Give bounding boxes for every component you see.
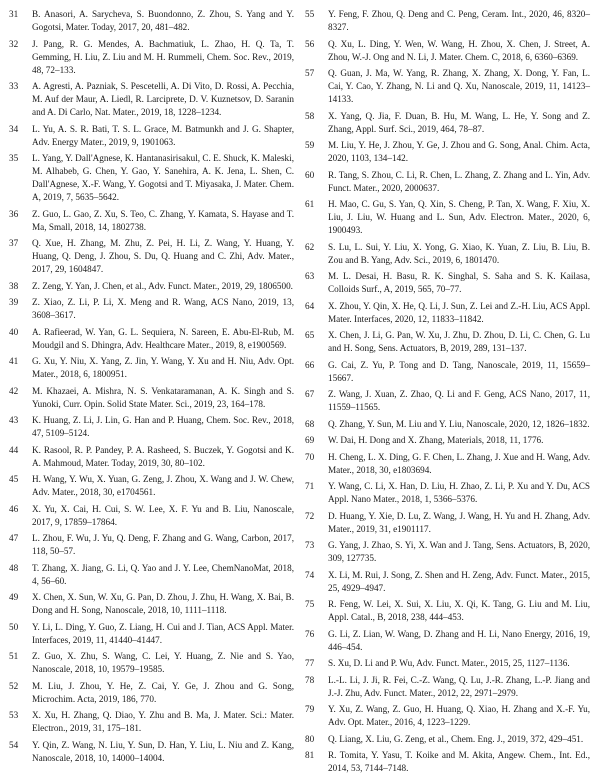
reference-text: H. Cheng, L. X. Ding, G. F. Chen, L. Zhang, J. Xue and H. Wang, Adv. Mater., 2018, 30, e1803694.	[328, 451, 590, 475]
reference-column-left	[9, 8, 294, 780]
reference-entry	[305, 703, 590, 729]
reference-entry	[9, 709, 294, 735]
reference-entry	[9, 385, 294, 411]
reference-entry	[9, 355, 294, 381]
reference-entry	[305, 270, 590, 296]
reference-number: 44	[9, 444, 19, 455]
reference-entry	[305, 300, 590, 326]
reference-number: 71	[305, 481, 315, 491]
reference-entry	[305, 110, 590, 136]
reference-text: K. Huang, Z. Li, J. Lin, G. Han and P. Huang, Chem. Soc. Rev., 2018, 47, 5109–5124.	[32, 415, 294, 438]
reference-entry	[305, 539, 590, 565]
reference-number: 70	[305, 451, 315, 462]
reference-number: 45	[9, 474, 19, 484]
reference-entry	[9, 444, 294, 470]
reference-text: Q. Xue, H. Zhang, M. Zhu, Z. Pei, H. Li, Z. Wang, Y. Huang, Y. Huang, Q. Deng, J. Zhou, S. Du, Q. Huang and C. Zhi, Adv. Mater., 2017, 29, 1604847.	[32, 238, 294, 274]
reference-entry	[9, 591, 294, 617]
reference-number: 52	[9, 680, 19, 691]
reference-text: Q. Guan, J. Ma, W. Yang, R. Zhang, X. Zhang, X. Dong, Y. Fan, L. Cai, Y. Cao, Y. Zhang, N. Li and Q. Xu, Nanoscale, 2019, 11, 14123–14133.	[328, 68, 590, 104]
reference-number: 76	[305, 628, 315, 639]
reference-entry	[9, 650, 294, 676]
reference-text: Z. Guo, X. Zhu, S. Wang, C. Lei, Y. Huang, Z. Nie and S. Yao, Nanoscale, 2018, 10, 19579–19585.	[32, 651, 294, 674]
reference-number: 35	[9, 153, 19, 163]
reference-text: M. L. Desai, H. Basu, R. K. Singhal, S. Saha and S. K. Kailasa, Colloids Surf., A, 2019, 565, 70–77.	[328, 271, 590, 294]
reference-entry	[9, 296, 294, 322]
reference-number: 31	[9, 9, 19, 19]
reference-text: H. Mao, C. Gu, S. Yan, Q. Xin, S. Cheng, P. Tan, X. Wang, F. Xiu, X. Liu, J. Liu, W. Huang and L. Sun, Adv. Electron. Mater., 2020, 6, 1900493.	[328, 199, 590, 235]
reference-entry	[305, 628, 590, 654]
reference-number: 72	[305, 510, 315, 521]
reference-entry	[9, 326, 294, 352]
reference-text: R. Tang, S. Zhou, C. Li, R. Chen, L. Zhang, Z. Zhang and L. Yin, Adv. Funct. Mater., 2020, 2000637.	[328, 169, 590, 193]
reference-number: 34	[9, 123, 19, 134]
reference-entry	[305, 749, 590, 775]
reference-text: R. Feng, W. Lei, X. Sui, X. Liu, X. Qi, K. Tang, G. Liu and M. Liu, Appl. Catal., B, 2018, 238, 444–453.	[328, 599, 590, 622]
reference-text: W. Dai, H. Dong and X. Zhang, Materials, 2018, 11, 1776.	[328, 435, 544, 445]
reference-text: Z. Zeng, Y. Yan, J. Chen, et al., Adv. Funct. Mater., 2019, 29, 1806500.	[32, 280, 293, 291]
reference-entry	[9, 503, 294, 529]
reference-entry	[305, 434, 590, 447]
reference-number: 51	[9, 651, 19, 661]
reference-number: 38	[9, 280, 19, 291]
reference-text: R. Tomita, Y. Yasu, T. Koike and M. Akita, Angew. Chem., Int. Ed., 2014, 53, 7144–7148.	[328, 750, 590, 773]
reference-text: A. Agresti, A. Pazniak, S. Pescetelli, A. Di Vito, D. Rossi, A. Pecchia, M. Auf der Maur, A. Liedl, R. Larciprete, D. V. Kuznetsov, D. Saranin and A. Di Carlo, Nat. Mater., 2019, 18, 1228–1234.	[32, 81, 294, 117]
reference-text: M. Liu, J. Zhou, Y. He, Z. Cai, Y. Ge, J. Zhou and G. Song, Microchim. Acta, 2019, 186, 770.	[32, 680, 294, 704]
reference-entry	[9, 8, 294, 34]
reference-number: 74	[305, 569, 315, 580]
reference-entry	[305, 418, 590, 431]
reference-text: B. Anasori, A. Sarycheva, S. Buondonno, Z. Zhou, S. Yang and Y. Gogotsi, Mater. Today, 2017, 20, 481–482.	[32, 9, 294, 32]
reference-number: 54	[9, 739, 19, 750]
reference-text: Z. Xiao, Z. Li, P. Li, X. Meng and R. Wang, ACS Nano, 2019, 13, 3608–3617.	[32, 297, 294, 320]
reference-text: M. Khazaei, A. Mishra, N. S. Venkataramanan, A. K. Singh and S. Yunoki, Curr. Opin. Solid State Mater. Sci., 2019, 23, 164–178.	[32, 385, 294, 409]
reference-number: 56	[305, 38, 315, 49]
reference-text: X. Chen, J. Li, G. Pan, W. Xu, J. Zhu, D. Zhou, D. Li, C. Chen, G. Lu and H. Song, Sens. Actuators, B, 2019, 289, 131–137.	[328, 330, 590, 353]
reference-entry	[305, 329, 590, 355]
reference-text: Y. Qin, Z. Wang, N. Liu, Y. Sun, D. Han, Y. Liu, L. Niu and Z. Kang, Nanoscale, 2018, 10, 14000–14004.	[32, 739, 294, 763]
reference-entry	[305, 510, 590, 536]
reference-text: Y. Feng, F. Zhou, Q. Deng and C. Peng, Ceram. Int., 2020, 46, 8320–8327.	[328, 9, 590, 32]
reference-text: Y. Li, L. Ding, Y. Guo, Z. Liang, H. Cui and J. Tian, ACS Appl. Mater. Interfaces, 2019, 11, 41440–41447.	[32, 621, 294, 645]
reference-entry	[305, 569, 590, 595]
reference-entry	[9, 532, 294, 558]
reference-number: 64	[305, 300, 315, 311]
reference-number: 67	[305, 389, 315, 399]
reference-entry	[305, 733, 590, 746]
reference-number: 69	[305, 435, 315, 445]
reference-entry	[305, 8, 590, 34]
reference-entry	[9, 280, 294, 293]
reference-number: 53	[9, 710, 19, 720]
reference-entry	[305, 67, 590, 106]
reference-text: A. Rafieerad, W. Yan, G. L. Sequiera, N. Sareen, E. Abu-El-Rub, M. Moudgil and S. Dhingra, Adv. Healthcare Mater., 2019, 8, e1900569.	[32, 326, 294, 350]
reference-entry	[305, 139, 590, 165]
reference-number: 58	[305, 110, 315, 121]
reference-number: 40	[9, 326, 19, 337]
reference-number: 80	[305, 733, 315, 744]
reference-number: 33	[9, 81, 19, 91]
reference-number: 39	[9, 297, 19, 307]
reference-number: 55	[305, 9, 315, 19]
reference-entry	[9, 80, 294, 119]
reference-text: Q. Liang, X. Liu, G. Zeng, et al., Chem. Eng. J., 2019, 372, 429–451.	[328, 733, 584, 744]
reference-entry	[9, 237, 294, 276]
reference-entry	[9, 680, 294, 706]
reference-text: Y. Xu, Z. Wang, Z. Guo, H. Huang, Q. Xiao, H. Zhang and X.-F. Yu, Adv. Opt. Mater., 2016, 4, 1223–1229.	[328, 704, 590, 727]
reference-text: Z. Wang, J. Xuan, Z. Zhao, Q. Li and F. Geng, ACS Nano, 2017, 11, 11559–11565.	[328, 389, 590, 412]
reference-number: 48	[9, 562, 19, 573]
reference-entry	[9, 152, 294, 204]
reference-number: 57	[305, 68, 315, 78]
reference-number: 49	[9, 592, 19, 602]
reference-number: 79	[305, 704, 315, 714]
reference-entry	[9, 473, 294, 499]
reference-entry	[9, 739, 294, 765]
reference-entry	[9, 562, 294, 588]
reference-text: T. Zhang, X. Jiang, G. Li, Q. Yao and J. Y. Lee, ChemNanoMat, 2018, 4, 56–60.	[32, 562, 294, 586]
reference-number: 43	[9, 415, 19, 425]
reference-text: X. Yu, X. Cai, H. Cui, S. W. Lee, X. F. Yu and B. Liu, Nanoscale, 2017, 9, 17859–17864.	[32, 503, 294, 527]
reference-entry	[305, 388, 590, 414]
reference-number: 37	[9, 238, 19, 248]
reference-entry	[305, 169, 590, 195]
reference-text: X. Li, M. Rui, J. Song, Z. Shen and H. Zeng, Adv. Funct. Mater., 2015, 25, 4929–4947.	[328, 569, 590, 593]
reference-entry	[9, 123, 294, 149]
reference-text: H. Wang, Y. Wu, X. Yuan, G. Zeng, J. Zhou, X. Wang and J. W. Chew, Adv. Mater., 2018, 30, e1704561.	[32, 474, 294, 497]
reference-text: Y. Wang, C. Li, X. Han, D. Liu, H. Zhao, Z. Li, P. Xu and Y. Du, ACS Appl. Nano Mater., 2018, 1, 5366–5376.	[328, 481, 590, 504]
reference-text: J. Pang, R. G. Mendes, A. Bachmatiuk, L. Zhao, H. Q. Ta, T. Gemming, H. Liu, Z. Liu and M. H. Rummeli, Chem. Soc. Rev., 2019, 48, 72–133.	[32, 38, 294, 75]
reference-entry	[305, 359, 590, 385]
reference-number: 63	[305, 271, 315, 281]
reference-text: K. Rasool, R. P. Pandey, P. A. Rasheed, S. Buczek, Y. Gogotsi and K. A. Mahmoud, Mater. Today, 2019, 30, 80–102.	[32, 444, 294, 468]
reference-entry	[305, 598, 590, 624]
reference-text: L. Yu, A. S. R. Bati, T. S. L. Grace, M. Batmunkh and J. G. Shapter, Adv. Energy Mater., 2019, 9, 1901063.	[32, 123, 294, 147]
reference-entry	[305, 38, 590, 64]
reference-number: 65	[305, 330, 315, 340]
reference-text: X. Chen, X. Sun, W. Xu, G. Pan, D. Zhou, J. Zhu, H. Wang, X. Bai, B. Dong and H. Song, Nanoscale, 2018, 10, 1111–1118.	[32, 592, 294, 615]
reference-number: 60	[305, 169, 315, 180]
reference-number: 46	[9, 503, 19, 514]
reference-entry	[305, 480, 590, 506]
reference-number: 41	[9, 356, 19, 366]
reference-entry	[9, 621, 294, 647]
reference-text: Q. Zhang, Y. Sun, M. Liu and Y. Liu, Nanoscale, 2020, 12, 1826–1832.	[328, 418, 590, 429]
reference-text: G. Yang, J. Zhao, S. Yi, X. Wan and J. Tang, Sens. Actuators, B, 2020, 309, 127735.	[328, 540, 590, 563]
reference-text: S. Xu, D. Li and P. Wu, Adv. Funct. Mater., 2015, 25, 1127–1136.	[328, 658, 570, 668]
reference-number: 62	[305, 241, 315, 252]
reference-text: M. Liu, Y. He, J. Zhou, Y. Ge, J. Zhou and G. Song, Anal. Chim. Acta, 2020, 1103, 134–142.	[328, 140, 590, 163]
reference-text: X. Yang, Q. Jia, F. Duan, B. Hu, M. Wang, L. He, Y. Song and Z. Zhang, Appl. Surf. Sci., 2019, 464, 78–87.	[328, 110, 590, 134]
reference-text: D. Huang, Y. Xie, D. Lu, Z. Wang, J. Wang, H. Yu and H. Zhang, Adv. Mater., 2019, 31, e1901117.	[328, 510, 590, 534]
reference-text: X. Zhou, Y. Qin, X. He, Q. Li, J. Sun, Z. Lei and Z.-H. Liu, ACS Appl. Mater. Interfaces, 2020, 12, 11833–11842.	[328, 300, 590, 324]
reference-text: Z. Guo, L. Gao, Z. Xu, S. Teo, C. Zhang, Y. Kamata, S. Hayase and T. Ma, Small, 2018, 14, 1802738.	[32, 208, 294, 232]
reference-column-right	[305, 8, 590, 780]
reference-entry	[305, 657, 590, 670]
reference-number: 47	[9, 533, 19, 543]
reference-text: L.-L. Li, J. Ji, R. Fei, C.-Z. Wang, Q. Lu, J.-R. Zhang, L.-P. Jiang and J.-J. Zhu, Adv. Funct. Mater., 2012, 22, 2971–2979.	[328, 674, 590, 698]
reference-text: G. Xu, Y. Niu, X. Yang, Z. Jin, Y. Wang, Y. Xu and H. Niu, Adv. Opt. Mater., 2018, 6, 1800951.	[32, 356, 294, 379]
reference-number: 75	[305, 599, 315, 609]
reference-number: 73	[305, 540, 315, 550]
reference-number: 32	[9, 38, 19, 49]
reference-text: Q. Xu, L. Ding, Y. Wen, W. Wang, H. Zhou, X. Chen, J. Street, A. Zhou, W.-J. Ong and N. Li, J. Mater. Chem. C, 2018, 6, 6360–6369.	[328, 38, 590, 62]
reference-number: 59	[305, 140, 315, 150]
reference-text: L. Zhou, F. Wu, J. Yu, Q. Deng, F. Zhang and G. Wang, Carbon, 2017, 118, 50–57.	[32, 533, 294, 556]
reference-entry	[9, 38, 294, 77]
reference-number: 36	[9, 208, 19, 219]
reference-entry	[9, 208, 294, 234]
reference-number: 78	[305, 674, 315, 685]
reference-text: G. Cai, Z. Yu, P. Tong and D. Tang, Nanoscale, 2019, 11, 15659–15667.	[328, 359, 590, 383]
reference-entry	[305, 451, 590, 477]
reference-number: 68	[305, 418, 315, 429]
reference-text: X. Xu, H. Zhang, Q. Diao, Y. Zhu and B. Ma, J. Mater. Sci.: Mater. Electron., 2019, 31, 175–181.	[32, 710, 294, 733]
reference-text: L. Yang, Y. Dall'Agnese, K. Hantanasirisakul, C. E. Shuck, K. Maleski, M. Alhabeb, G. Chen, Y. Gao, Y. Sanehira, A. K. Jena, L. Shen, C. Dall'Agnese, X.-F. Wang, Y. Gogotsi and T. Miyasaka, J. Mater. Chem. A, 2019, 7, 5635–5642.	[32, 153, 294, 202]
reference-number: 81	[305, 750, 315, 760]
reference-number: 61	[305, 199, 315, 209]
reference-number: 77	[305, 658, 315, 668]
reference-entry	[305, 241, 590, 267]
reference-number: 50	[9, 621, 19, 632]
reference-entry	[9, 414, 294, 440]
reference-number: 42	[9, 385, 19, 396]
reference-entry	[305, 674, 590, 700]
reference-number: 66	[305, 359, 315, 370]
reference-entry	[305, 198, 590, 237]
reference-text: S. Lu, L. Sui, Y. Liu, X. Yong, G. Xiao, K. Yuan, Z. Liu, B. Liu, B. Zou and B. Yang, Adv. Sci., 2019, 6, 1801470.	[328, 241, 590, 265]
reference-text: G. Li, Z. Lian, W. Wang, D. Zhang and H. Li, Nano Energy, 2016, 19, 446–454.	[328, 628, 590, 652]
